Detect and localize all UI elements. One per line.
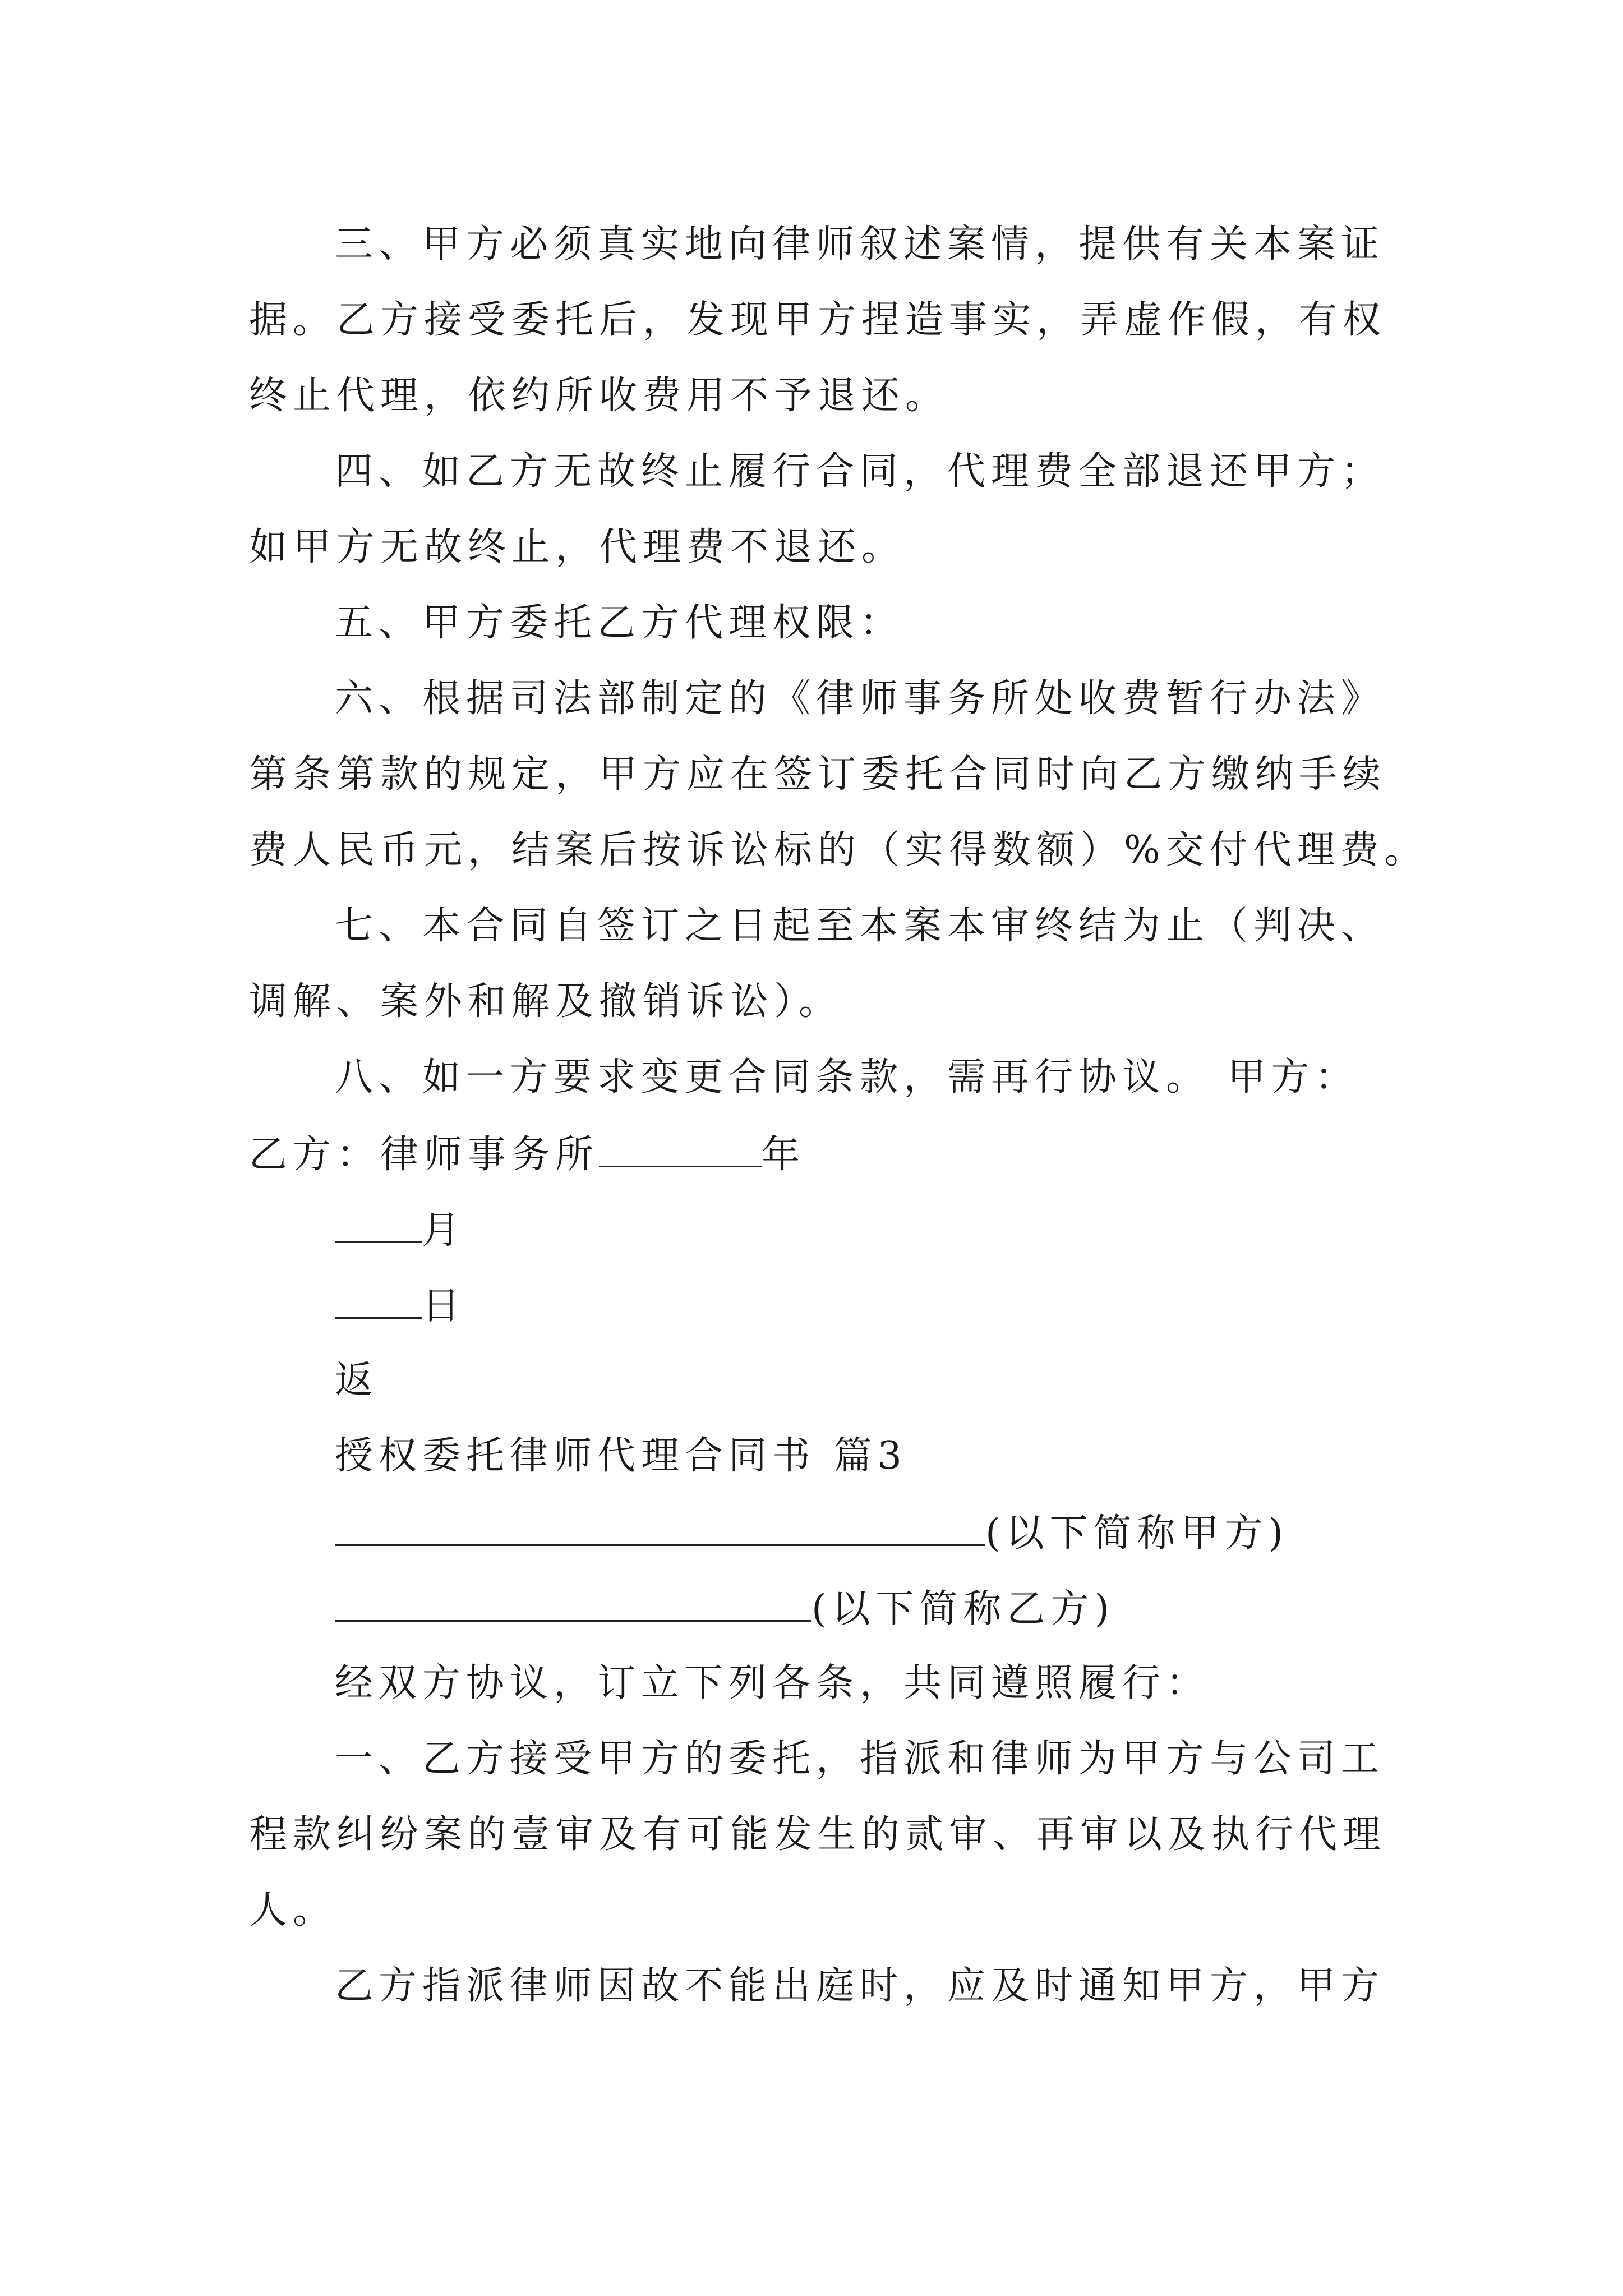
day-line (335, 1286, 465, 1326)
clause-8-line-2 (249, 1133, 806, 1177)
clause-3-line-2: 据。乙方接受委托后，发现甲方捏造事实，弄虚作假，有权 (249, 298, 1387, 342)
party-b-blank (335, 1589, 811, 1622)
clause-6-line-1: 六、根据司法部制定的《律师事务所处收费暂行办法》 (335, 677, 1385, 721)
agreement-intro: 经双方协议，订立下列各条，共同遵照履行： (335, 1661, 1210, 1705)
party-b-suffix: (以下简称乙方) (811, 1587, 1115, 1631)
clause-4-line-2: 如甲方无故终止，代理费不退还。 (249, 525, 906, 569)
clause-3-line-1: 三、甲方必须真实地向律师叙述案情，提供有关本案证 (335, 222, 1385, 266)
clause-5-line-1: 五、甲方委托乙方代理权限： (335, 601, 904, 645)
day-label: 日 (422, 1284, 466, 1328)
article-1-line-2: 程款纠纷案的壹审及有可能发生的贰审、再审以及执行代理 (249, 1812, 1387, 1857)
party-b-line (335, 1587, 1115, 1631)
clause-8-line-1: 八、如一方要求变更合同条款，需再行协议。 甲方： (335, 1055, 1359, 1099)
back-text: 返 (335, 1358, 379, 1402)
party-a-suffix: (以下简称甲方) (985, 1511, 1289, 1556)
party-a-blank (335, 1513, 985, 1546)
section-title: 授权委托律师代理合同书 篇3 (335, 1434, 907, 1478)
year-label: 年 (762, 1133, 806, 1177)
clause-6-line-3: 费人民币元，结案后按诉讼标的（实得数额）%交付代理费。 (249, 828, 1428, 872)
month-line (335, 1208, 466, 1253)
clause-4-line-1: 四、如乙方无故终止履行合同，代理费全部退还甲方； (335, 449, 1385, 494)
clause-7-line-2: 调解、案外和解及撤销诉讼）。 (249, 979, 843, 1024)
party-b-law-firm-label: 乙方：律师事务所 (249, 1133, 600, 1177)
year-blank (599, 1134, 762, 1167)
party-a-line (335, 1511, 1289, 1556)
month-blank (335, 1210, 422, 1243)
article-1-line-3: 人。 (249, 1888, 337, 1932)
clause-6-line-2: 第条第款的规定，甲方应在签订委托合同时向乙方缴纳手续 (249, 752, 1387, 797)
clause-3-line-3: 终止代理，依约所收费用不予退还。 (249, 374, 949, 418)
article-1-line-1: 一、乙方接受甲方的委托，指派和律师为甲方与公司工 (335, 1737, 1385, 1781)
article-1-line-4: 乙方指派律师因故不能出庭时，应及时通知甲方，甲方 (335, 1964, 1385, 2008)
clause-7-line-1: 七、本合同自签订之日起至本案本审终结为止（判决、 (335, 904, 1385, 948)
month-label: 月 (422, 1208, 466, 1253)
day-blank (335, 1286, 422, 1319)
